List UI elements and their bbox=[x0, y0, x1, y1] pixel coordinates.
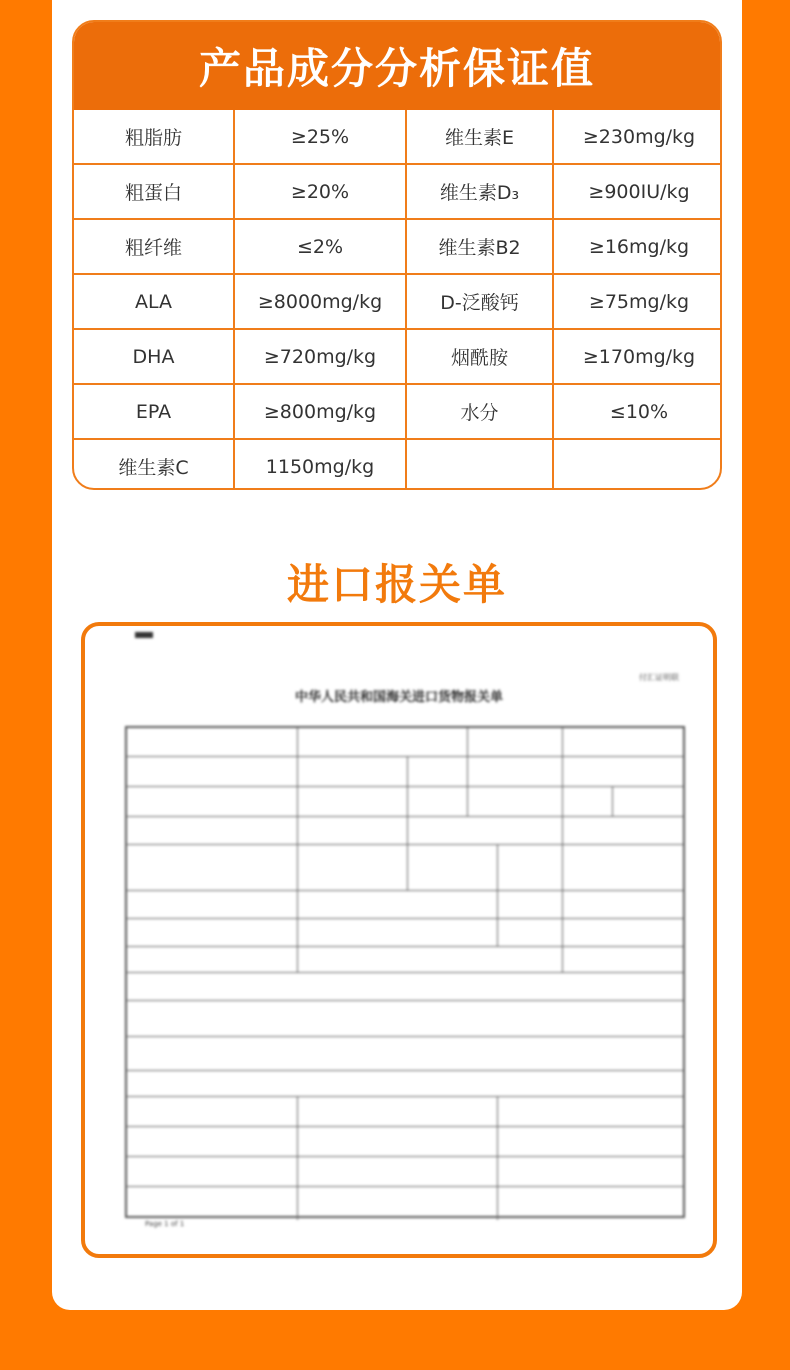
nutrient-value: ≤10% bbox=[553, 384, 722, 439]
nutrient-value: ≥800mg/kg bbox=[234, 384, 406, 439]
nutrient-name: 粗纤维 bbox=[74, 219, 234, 274]
nutrient-name: 粗蛋白 bbox=[74, 164, 234, 219]
nutrient-name: 维生素C bbox=[74, 439, 234, 490]
nutrient-row bbox=[74, 110, 722, 164]
nutrient-name: DHA bbox=[74, 329, 234, 384]
nutrient-row bbox=[74, 274, 722, 329]
nutrient-table bbox=[74, 110, 722, 490]
nutrient-value: ≥16mg/kg bbox=[553, 219, 722, 274]
nutrient-name: EPA bbox=[74, 384, 234, 439]
nutrient-name: 粗脂肪 bbox=[74, 110, 234, 164]
declaration-form-grid bbox=[125, 726, 685, 1218]
nutrient-row bbox=[74, 329, 722, 384]
nutrient-row bbox=[74, 164, 722, 219]
nutrient-value bbox=[553, 439, 722, 490]
corner-label: 付汇证明联 bbox=[639, 673, 679, 682]
nutrient-name bbox=[406, 439, 553, 490]
nutrient-name: D-泛酸钙 bbox=[406, 274, 553, 329]
nutrient-name: 维生素D₃ bbox=[406, 164, 553, 219]
nutrient-value: ≥20% bbox=[234, 164, 406, 219]
ingredient-analysis-card bbox=[72, 20, 722, 490]
nutrient-row bbox=[74, 219, 722, 274]
analysis-title: 产品成分分析保证值 bbox=[74, 22, 720, 110]
nutrient-value: ≥8000mg/kg bbox=[234, 274, 406, 329]
customs-document bbox=[85, 626, 713, 1254]
nutrient-name: 维生素B2 bbox=[406, 219, 553, 274]
nutrient-row bbox=[74, 384, 722, 439]
nutrient-value: ≥25% bbox=[234, 110, 406, 164]
nutrient-value: ≥720mg/kg bbox=[234, 329, 406, 384]
nutrient-value: ≤2% bbox=[234, 219, 406, 274]
customs-declaration-image bbox=[81, 622, 717, 1258]
document-heading: 中华人民共和国海关进口货物报关单 bbox=[294, 690, 503, 705]
nutrient-value: ≥170mg/kg bbox=[553, 329, 722, 384]
nutrient-value: ≥900IU/kg bbox=[553, 164, 722, 219]
nutrient-name: 烟酰胺 bbox=[406, 329, 553, 384]
nutrient-row bbox=[74, 439, 722, 490]
customs-section-title: 进口报关单 bbox=[286, 560, 507, 609]
nutrient-name: ALA bbox=[74, 274, 234, 329]
nutrient-value: 1150mg/kg bbox=[234, 439, 406, 490]
nutrient-name: 维生素E bbox=[406, 110, 553, 164]
customs-logo bbox=[135, 632, 153, 638]
nutrient-value: ≥230mg/kg bbox=[553, 110, 722, 164]
nutrient-name: 水分 bbox=[406, 384, 553, 439]
page-footer: Page 1 of 1 bbox=[145, 1220, 185, 1228]
nutrient-value: ≥75mg/kg bbox=[553, 274, 722, 329]
